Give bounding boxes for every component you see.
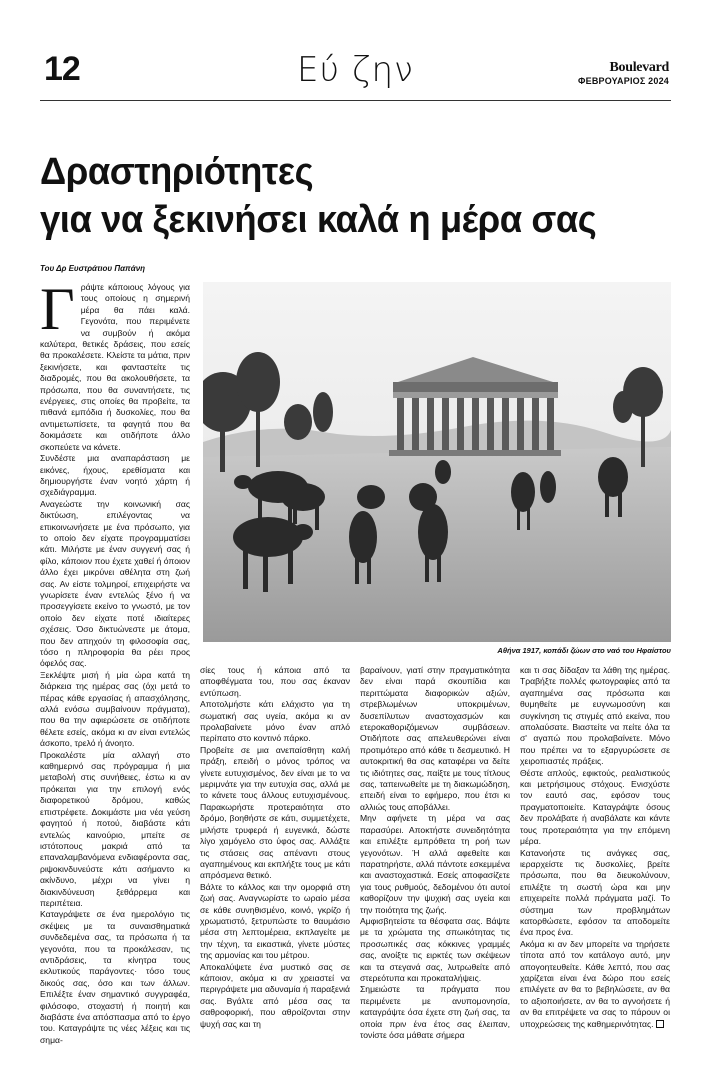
brand-name: Boulevard — [609, 60, 669, 75]
text-column-2 — [200, 665, 350, 1077]
paragraph: Ξεκλέψτε μισή ή μία ώρα κατά τη διάρκεια της ημέρας σας (όχι μετά το πέρας κάθε εργασίας ή απασχόλησης, αλλά ενόσω συμβαίνουν πράγματα), που θα την αφιερώσετε σε οτιδήποτε θέλετε εσείς, ακόμα κι αν είναι εντελώς άσκοπο, τρελό ή άνοητο. — [40, 669, 190, 749]
headline-line-1: Δραστηριότητες — [40, 151, 314, 193]
paragraph: Αποτολμήστε κάτι ελάχιστο για τη σωματική σας υγεία, ακόμα κι αν προλαβαίνετε μόνο έναν απλό περίπατο στο κοντινό πάρκο. — [200, 699, 350, 744]
paragraph: Προκαλέστε μία αλλαγή στο καθημερινό σας πρόγραμμα ή μια μεταβολή στις συνήθειες, έστω κι αν πρόκειται για την επιλογή ενός διαφορετικού δρόμου, καθώς επιστρέφετε. Δοκιμάστε μια νέα γεύση φαγητού ή ποτού, διαβάστε κάτι εντελώς καινούριο, μπείτε σε ιστότοπους μακριά από τα επαναλαμβανόμενα ενδιαφέροντα σας, ριψοκινδυνεύστε κάτι ασήμαντο κι ακίνδυνο, μέχρι να γίνει η διακινδύνευση ξεθάρρεμα και περιπέτεια. — [40, 749, 190, 908]
paragraph: σίες τους ή κάποια από τα αποφθέγματα του, που σας έκαναν εντύπωση. — [200, 665, 350, 698]
page-header — [0, 0, 711, 100]
paragraph — [40, 282, 190, 453]
paragraph-text: ράψτε κάποιους λόγους για τους οποίους η σημερινή μέρα θα πάει καλά. Γεγονότα, που περιμένετε να συμβούν ή ακόμα καλύτερα, θετικές δράσεις, που εσείς θα προκαλέσετε. Κλείστε τα μάτια, πριν ξεκινήσετε, και φανταστείτε τις διαδρομές, που θα ακολουθήσετε, τα πρόσωπα, που θα συναντήσετε, τις ενέργειες, στις οποίες θα προβείτε, τα πιθανά εμπόδια ή δυσκολίες, που θα αντιμετωπίσετε, τα φαγητά που θα δοκιμάσετε και οτιδήποτε άλλο σκοπεύετε να κάνετε. — [40, 282, 190, 452]
paragraph: Βάλτε το κάλλος και την ομορφιά στη ζωή σας. Αναγνωρίστε το ωραίο μέσα σε κάθε συνηθισμένο, κοινό, γκρίζο ή χρωματιστό, ξετρυπώστε το θαυμάσιο μέσα στη λεπτομέρεια, εκπλαγείτε με την τέχνη, τα εικαστικά, γίνετε μύστες της αρμονίας και του μέτρου. — [200, 881, 350, 961]
headline-line-2: για να ξεκινήσει καλά η μέρα σας — [40, 199, 597, 241]
article-headline — [40, 148, 654, 244]
text-column-1 — [40, 282, 190, 1077]
drop-cap: Γ — [40, 282, 75, 342]
text-column-4 — [520, 665, 670, 1077]
end-of-article-icon — [656, 1020, 664, 1028]
text-column-3 — [360, 665, 510, 1077]
paragraph: Θέστε απλούς, εφικτούς, ρεαλιστικούς και μετρήσιμους στόχους. Ενισχύστε τον εαυτό σας, εφόσον τους πραγματοποιείτε. Καταγράψτε όσους δεν προλάβατε ή αναβάλατε και κάντε τους προτεραιότητα για την επόμενη μέρα. — [520, 767, 670, 847]
header-divider — [40, 100, 671, 101]
paragraph — [520, 939, 670, 1030]
page-number: 12 — [44, 50, 80, 88]
section-title: Εύ ζην — [297, 50, 414, 90]
photo-caption: Αθήνα 1917, κοπάδι ζώων στο ναό του Ηφαίστου — [497, 646, 671, 655]
paragraph-text: Ακόμα κι αν δεν μπορείτε να τηρήσετε τίποτα από τον κατάλογο αυτό, μην απογοητευθείτε. Κάθε λεπτό, που σας χαρίζεται είναι ένα δώρο που εσείς επιλέγετε αν θα το βεβηλώσετε, αν θα το αξιοποιήσετε, αν θα το αγνοήσετε ή αν θα επιτρέψετε να σας το πάρουν οι υποχρεώσεις της καθημερινότητας. — [520, 938, 670, 1029]
paragraph: Αμφισβητείστε τα θέσφατα σας. Βάψτε με τα χρώματα της σπωικότητας τις προσωπικές σας κόκκινες γραμμές σας, ανοίξτε τις ειρκτές των σκέψεων και τα στεγανά σας, λυτρωθείτε από στερεότυπα και προκαταλήψεις. — [360, 915, 510, 983]
paragraph: Καταγράψετε σε ένα ημερολόγιο τις σκέψεις με τα συναισθηματικά συνδεδεμένα σας, τα πρόσωπα ή τα γεγονότα, που τα προκάλεσαν, τις αντιδράσεις, τα κίνητρα τους εκλυτικούς παράγοντες· τόσο τους δικούς σας, όσο και των άλλων. Επιλέξτε έναν σημαντικό συγγραφέα, φιλόσοφο, στοχαστή ή ποιητή και διαβάστε ένα απόσπασμα από το έργο του. Καταγράψτε τις νέες λέξεις και τις σημα- — [40, 909, 190, 1045]
paragraph: Αναγεώστε την κοινωνική σας δικτύωση, επιλέγοντας να επικοινωνήσετε με ένα πρόσωπο, για το οποίο δεν είχατε προγραμματίσει κάτι. Μιλήστε με έναν συγγενή σας ή φίλο, κάποιον που έχετε χαθεί ή όποιον άλλο έχει μικρύνει αθέλητα στη ζωή σας. Αν είστε τολμηροί, επιχειρήστε να γνωρίσετε έναν εντελώς ξένο ή να προσεγγίσετε εκείνο το γνωστό, με τον οποίο δεν είχατε ποτέ ιδιαίτερες σχέσεις. Όσο δικτυώνεστε με άτομα, που δεν απηχούν τη φιλοσοφία σας, τόσο η πληροφορία θα ρέει προς όφελός σας. — [40, 498, 190, 669]
paragraph: Συνδέστε μια αναπαράσταση με εικόνες, ήχους, ερεθίσματα και δημιουργήστε έναν νοητό χάρτη ή σχεδιάγραμμα. — [40, 453, 190, 498]
issue-date: ΦΕΒΡΟΥΑΡΙΟΣ 2024 — [578, 76, 669, 86]
paragraph: Σημειώστε τα πράγματα που περιμένετε με ανυπομονησία, καταγράψτε όσα έχετε στη ζωή σας, τα οποία πριν ένα έτος σας έλειπαν, τονίστε όσα μάθατε σήμερα — [360, 984, 510, 1040]
paragraph: και τι σας δίδαξαν τα λάθη της ημέρας. Τραβήξτε πολλές φωτογραφίες από τα αγαπημένα σας πρόσωπα και θυμηθείτε με ευγνωμοσύνη και συγκίνηση τις στιγμές από εκείνα, που απολαύσατε. Βιαστείτε να πείτε όλα τα σ' αγαπώ που προλαβαίνετε. Μόνο που πρέπει να το εξαργυρώσετε σε χειροπιαστές πράξεις. — [520, 665, 670, 767]
paragraph: Κατανοήστε τις ανάγκες σας, ιεραρχείστε τις δυσκολίες, βρείτε πρόσωπα, που θα διευκολύνουν, επιλέξτε τη σωστή ώρα και μην επιχειρείτε πολλά πράγματα μαζί. Το σύστημα των προβλημάτων κατορθώσετε, εφόσον τα αποδομείτε ένα προς ένα. — [520, 847, 670, 938]
paragraph: Αποκαλύψετε ένα μυστικό σας σε κάποιον, ακόμα κι αν χρειαστεί να περιγράψετε μια αδυναμία ή παραξενιά σας. Βγάλτε από μέσα σας τα σαθροφορική, που αθροίζονται στην ψυχή σας και τη — [200, 961, 350, 1029]
byline: Του Δρ Ευστράτιου Παπάνη — [40, 264, 146, 273]
paragraph: Προβείτε σε μια ανεπαίσθητη καλή πράξη, επειδή ο μόνος τρόπος να γίνετε ευτυχισμένος, δεν είναι με το να μεριμνάτε για την ευτυχία σας, αλλά με το κάνετε τους άλλους ευτυχισμένους. Παρακωρήστε προτεραιότητα στο δρόμο, βοηθήστε σε κάτι, συμμετέχετε, μιλήστε τρυφερά ή ευγενικά, δώστε λίγο χαμόγελο στο ύφος σας. Αλλάξτε τις στάσεις σας απέναντι στους αγαπημένους και εκπλήξτε τους με κάτι απρόσμενα θετικό. — [200, 744, 350, 881]
paragraph: βαραίνουν, γιατί στην πραγματικότητα δεν είναι παρά σκουπίδια και περιττώματα διαφορικών αξιών, στρεβλωμένων υποκριμένων, δυσεπίλυτων αναστοχασμών και ετεροκαθοριζόμενων συμβάσεων. Οτιδήποτε σας απελευθερώνει είναι προτιμότερο από κάθε τι δεσμευτικό. Η αυτοκριτική θα σας καταφέρει να δείτε τις ιδιότητες σας, παίξτε με τους τίτλους σας, ταπεινωθείτε με τη διακωμώδηση, επειδή είναι το εφήμερο, που έτσι κι αλλιώς τους αποβάλλει. — [360, 665, 510, 812]
paragraph: Μην αφήνετε τη μέρα να σας παρασύρει. Αποκτήστε συνειδητότητα και επιλέξτε εμπρόθετα τη ροή των γεγονότων. Ή αλλά αφεθείτε και παρατηρήστε, αλλά πάντοτε εσκεμμένα και αναστοχαστικά. Εσείς αποφασίζετε για τους ρυθμούς, δεδομένου ότι αυτοί καθορίζουν την ψυχική σας υγεία και την ποιότητα της ζωής. — [360, 813, 510, 915]
brand-block — [578, 60, 669, 86]
historic-photo — [203, 282, 671, 642]
temple-with-cattle-image — [203, 282, 671, 642]
